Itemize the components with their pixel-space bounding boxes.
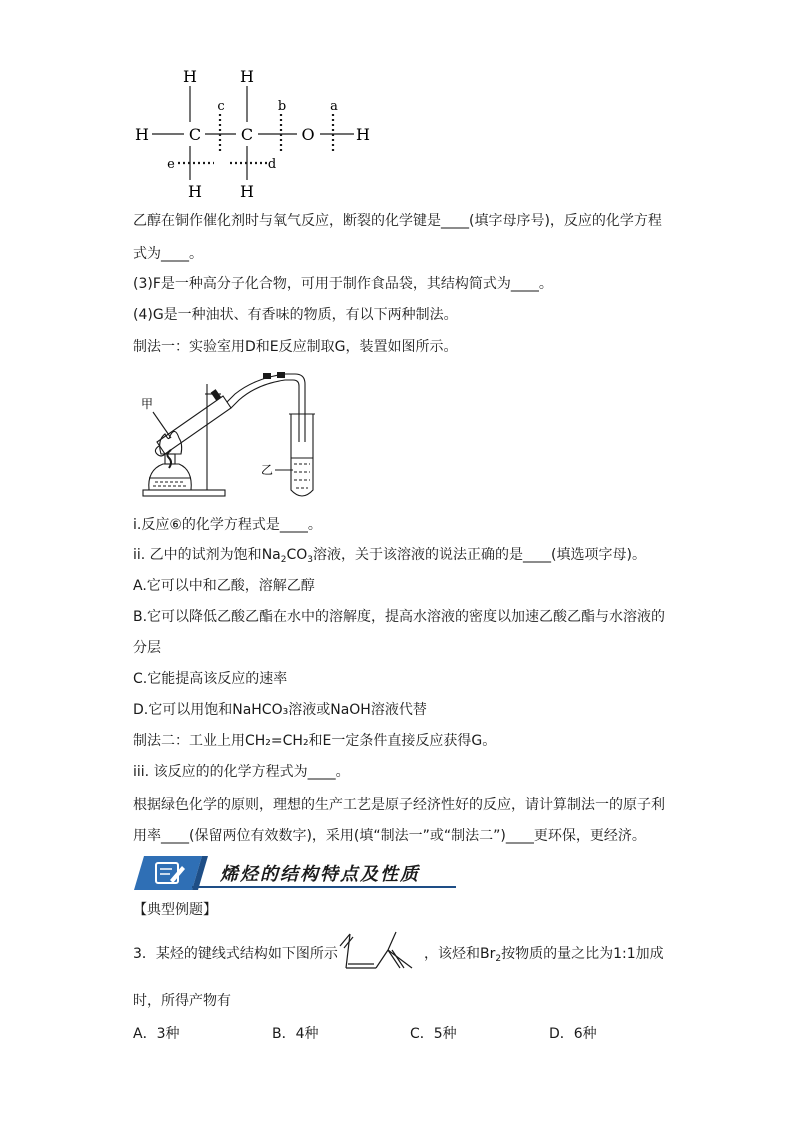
option-a-text: A.它可以中和乙酸，溶解乙醇 [133,578,315,594]
na2co3-o-subscript: 3 [307,555,314,565]
question-3-line-1 [133,944,338,964]
section-title: 烯烃的结构特点及性质 [220,864,420,885]
sub-ii-prefix: ii. 乙中的试剂为饱和 [133,547,262,563]
atom-h-top-1: H [183,67,197,86]
green-chem-line-2: 用率____(保留两位有效数字)，采用(填“制法一”或“制法二”)____更环保，更经济。 [133,828,646,844]
br2-subscript: 2 [495,954,502,964]
bond-label-c: c [217,99,225,114]
bond-label-b: b [277,99,287,114]
example-tag: 【典型例题】 [133,902,217,918]
answer-b: B．4种 [272,1026,319,1042]
label-jia: 甲 [141,397,154,411]
q4-text: (4)G是一种油状、有香味的物质，有以下两种制法。 [133,307,458,323]
question-3-line-1-rest [424,944,664,969]
sub-ii-suffix: 溶液，关于该溶液的说法正确的是____(填选项字母)。 [313,547,646,563]
bond-label-d: d [267,157,277,172]
answer-d: D．6种 [549,1026,597,1042]
question-3-suffix: 按物质的量之比为1:1加成 [501,946,664,962]
atom-h-bottom-2: H [240,182,254,201]
apparatus-figure [135,364,325,504]
atom-o: O [301,125,315,144]
bond-label-e: e [167,157,175,172]
option-b-line-2: 分层 [133,640,161,656]
atom-h-bottom-1: H [188,182,202,201]
bond-label-a: a [330,99,338,114]
q2-line-2: 式为____。 [133,246,203,262]
skeletal-formula-figure [338,928,418,972]
option-d-text: D.它可以用饱和NaHCO₃溶液或NaOH溶液代替 [133,702,427,718]
sub-question-ii [133,545,646,570]
method-1-text: 制法一：实验室用D和E反应制取G，装置如图所示。 [133,339,458,355]
atom-h-left: H [135,125,149,144]
option-c-text: C.它能提高该反应的速率 [133,671,288,687]
sub-question-iii: iii. 该反应的的化学方程式为____。 [133,764,350,780]
sub-question-i: i.反应⑥的化学方程式是____。 [133,517,322,533]
q2-line-1: 乙醇在铜作催化剂时与氧气反应，断裂的化学键是____(填字母序号)，反应的化学方程 [133,213,662,229]
question-3-mid: ，该烃和Br [424,946,496,962]
answer-a: A．3种 [133,1026,180,1042]
atom-c2: C [240,125,254,144]
atom-c1: C [188,125,202,144]
question-3-line-2: 时，所得产物有 [133,993,231,1009]
answer-c: C．5种 [410,1026,457,1042]
ethanol-structure-figure [130,62,380,202]
na2co3-na-subscript: 2 [280,555,287,565]
option-b-line-1: B.它可以降低乙酸乙酯在水中的溶解度，提高水溶液的密度以加速乙酸乙酯与水溶液的 [133,609,666,625]
question-3-prefix: 3．某烃的键线式结构如下图所示 [133,946,338,962]
atom-h-top-2: H [240,67,254,86]
green-chem-line-1: 根据绿色化学的原则，理想的生产工艺是原子经济性好的反应，请计算制法一的原子利 [133,797,665,813]
method-2-text: 制法二：工业上用CH₂=CH₂和E一定条件直接反应获得G。 [133,733,497,749]
na2co3-co: CO [286,547,308,563]
q3-text: (3)F是一种高分子化合物，可用于制作食品袋，其结构简式为____。 [133,276,553,292]
na2co3-na: Na [261,547,281,563]
atom-h-right: H [356,125,370,144]
label-yi: 乙 [261,463,274,477]
